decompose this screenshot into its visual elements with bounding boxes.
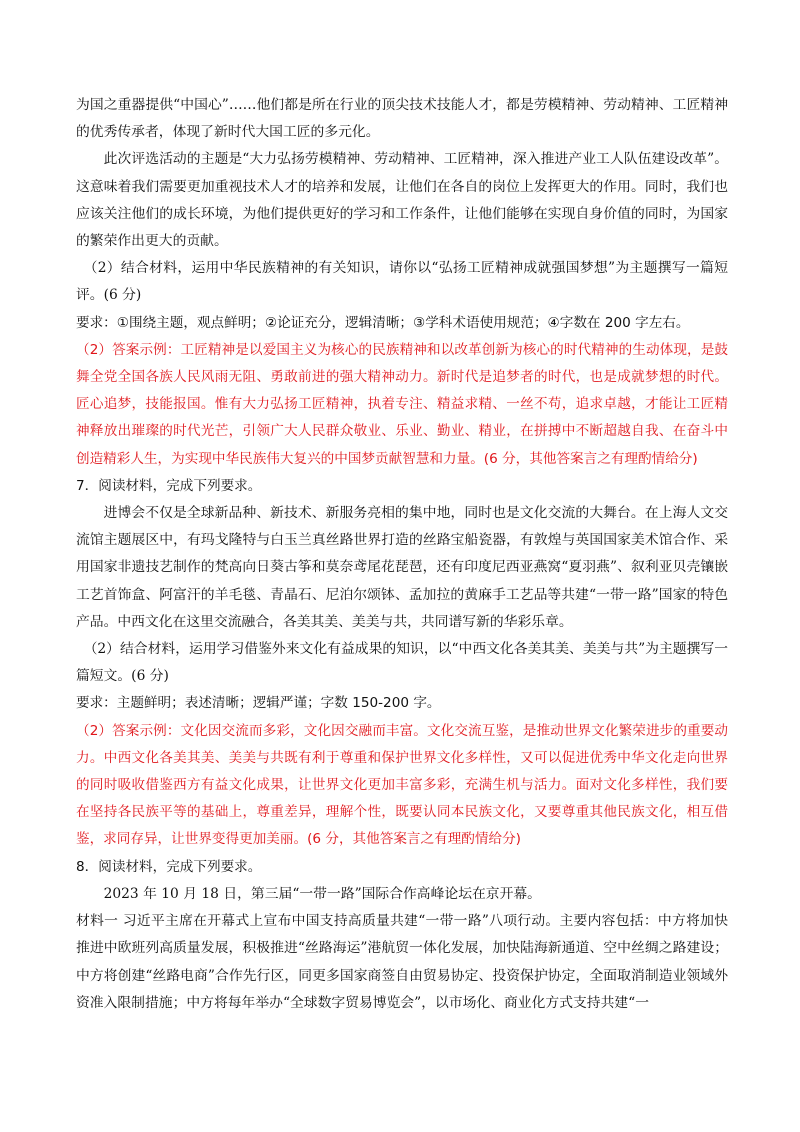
document-page — [76, 92, 728, 1017]
question-7-heading: 7．阅读材料，完成下列要求。 — [76, 477, 262, 494]
paragraph-theme: 此次评选活动的主题是“大力弘扬劳模精神、劳动精神、工匠精神，深入推进产业工人队伍建设改革”。这意味着我们需要更加重视技术人才的培养和发展，让他们在各自的岗位上发挥更大的作用。同时，我们也应该关注他们的成长环境，为他们提供更好的学习和工作条件，让他们能够在实现自身价值的同时，为国家的繁荣作出更大的贡献。 — [76, 151, 728, 250]
paragraph-material-one: 材料一 习近平主席在开幕式上宣布中国支持高质量共建“一带一路”八项行动。主要内容包括：中方将加快推进中欧班列高质量发展，积极推进“丝路海运”港航贸一体化发展，加快陆海新通道、空中丝绸之路建设；中方将创建“丝路电商”合作先行区，同更多国家商签自由贸易协定、投资保护协定，全面取消制造业领域外资准入限制措施；中方将每年举办“全球数字贸易博览会”，以市场化、商业化方式支持共建“一 — [76, 913, 728, 1011]
requirement-6: 要求：①围绕主题，观点鲜明；②论证充分，逻辑清晰；③学科术语使用规范；④字数在 200 字左右。 — [76, 314, 690, 331]
requirement-7: 要求：主题鲜明；表述清晰；逻辑严谨；字数 150-200 字。 — [76, 695, 441, 712]
paragraph-expo: 进博会不仅是全球新品种、新技术、新服务亮相的集中地，同时也是文化交流的大舞台。在上海人文交流馆主题展区中，有玛戈隆特与白玉兰真丝路世界打造的丝路宝船瓷器，有敦煌与英国国家美术馆合作、采用国家非遗技艺制作的梵高向日葵古筝和莫奈鸢尾花琵琶，还有印度尼西亚燕窝“夏羽燕”、叙利亚贝壳镶嵌工艺首饰盒、阿富汗的羊毛毯、青晶石、尼泊尔颂钵、孟加拉的黄麻手工艺品等共建“一带一路”国家的特色产品。中西文化在这里交流融合，各美其美、美美与共，共同谱写新的华彩乐章。 — [76, 505, 728, 630]
paragraph-forum: 2023 年 10 月 18 日，第三届“一带一路”国际合作高峰论坛在京开幕。 — [103, 885, 541, 902]
question-7-2: （2）结合材料，运用学习借鉴外来文化有益成果的知识，以“中西文化各美其美、美美与共”为主题撰写一篇短文。(6 分) — [76, 641, 728, 685]
paragraph-material-end: 为国之重器提供“中国心”……他们都是所在行业的顶尖技术技能人才，都是劳模精神、劳动精神、工匠精神的优秀传承者，体现了新时代大国工匠的多元化。 — [76, 97, 728, 141]
answer-7-2: （2）答案示例：文化因交流而多彩，文化因交融而丰富。文化交流互鉴，是推动世界文化繁荣进步的重要动力。中西文化各美其美、美美与共既有利于尊重和保护世界文化多样性，又可以促进优秀中华文化走向世界的同时吸收借鉴西方有益文化成果，让世界文化更加丰富多彩，充满生机与活力。面对文化多样性，我们要在坚持各民族平等的基础上，尊重差异，理解个性，既要认同本民族文化，又要尊重其他民族文化，相互借鉴，求同存异，让世界变得更加美丽。(6 分，其他答案言之有理酌情给分) — [76, 722, 728, 848]
question-8-heading: 8．阅读材料，完成下列要求。 — [76, 858, 262, 875]
question-6-2: （2）结合材料，运用中华民族精神的有关知识，请你以“弘扬工匠精神成就强国梦想”为主题撰写一篇短评。(6 分) — [76, 260, 728, 304]
answer-6-2: （2）答案示例：工匠精神是以爱国主义为核心的民族精神和以改革创新为核心的时代精神的生动体现，是鼓舞全党全国各族人民风雨无阻、勇敢前进的强大精神动力。新时代是追梦者的时代，也是成就梦想的时代。匠心追梦，技能报国。惟有大力弘扬工匠精神，执着专注、精益求精、一丝不苟，追求卓越，才能让工匠精神释放出璀璨的时代光芒，引领广大人民群众敬业、乐业、勤业、精业，在拼搏中不断超越自我、在奋斗中创造精彩人生，为实现中华民族伟大复兴的中国梦贡献智慧和力量。(6 分，其他答案言之有理酌情给分) — [76, 341, 728, 467]
